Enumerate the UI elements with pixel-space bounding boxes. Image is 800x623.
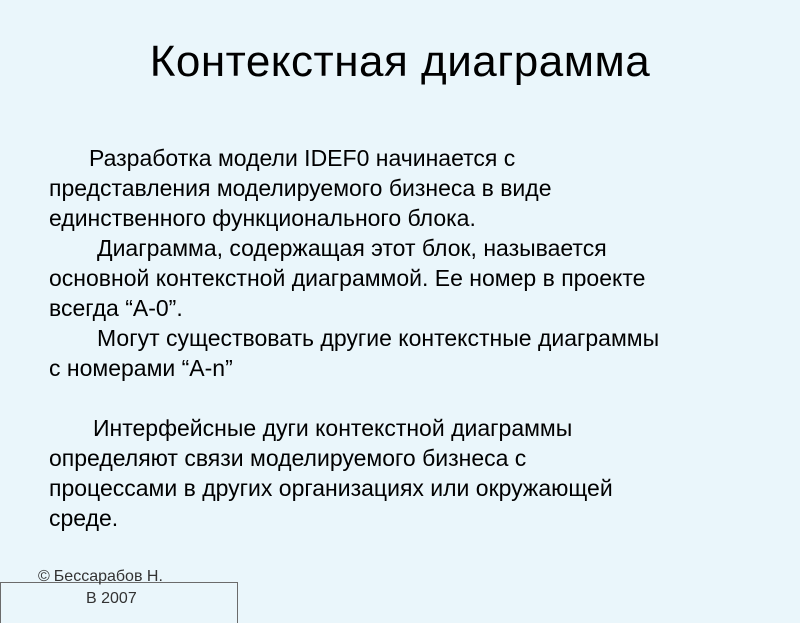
copyright-icon: ©	[38, 568, 50, 585]
paragraph-4: Интерфейсные дуги контекстной диаграммы определяют связи моделируемого бизнеса с процессами в других организациях или окружающей среде.	[49, 415, 613, 531]
paragraph-1: Разработка модели IDEF0 начинается с представления моделируемого бизнеса в виде единственного функционального блока.	[49, 145, 552, 231]
slide-title: Контекстная диаграмма	[149, 37, 651, 86]
footer-year: В 2007	[86, 590, 137, 607]
paragraph-2: Диаграмма, содержащая этот блок, называется основной контекстной диаграммой. Ее номер в проекте всегда “А-0”.	[49, 235, 646, 321]
slide-body	[49, 143, 779, 533]
footer-author-name: Бессарабов Н.	[53, 568, 163, 585]
footer-author	[38, 567, 163, 587]
paragraph-3: Могут существовать другие контекстные диаграммы с номерами “A-n”	[49, 325, 660, 381]
